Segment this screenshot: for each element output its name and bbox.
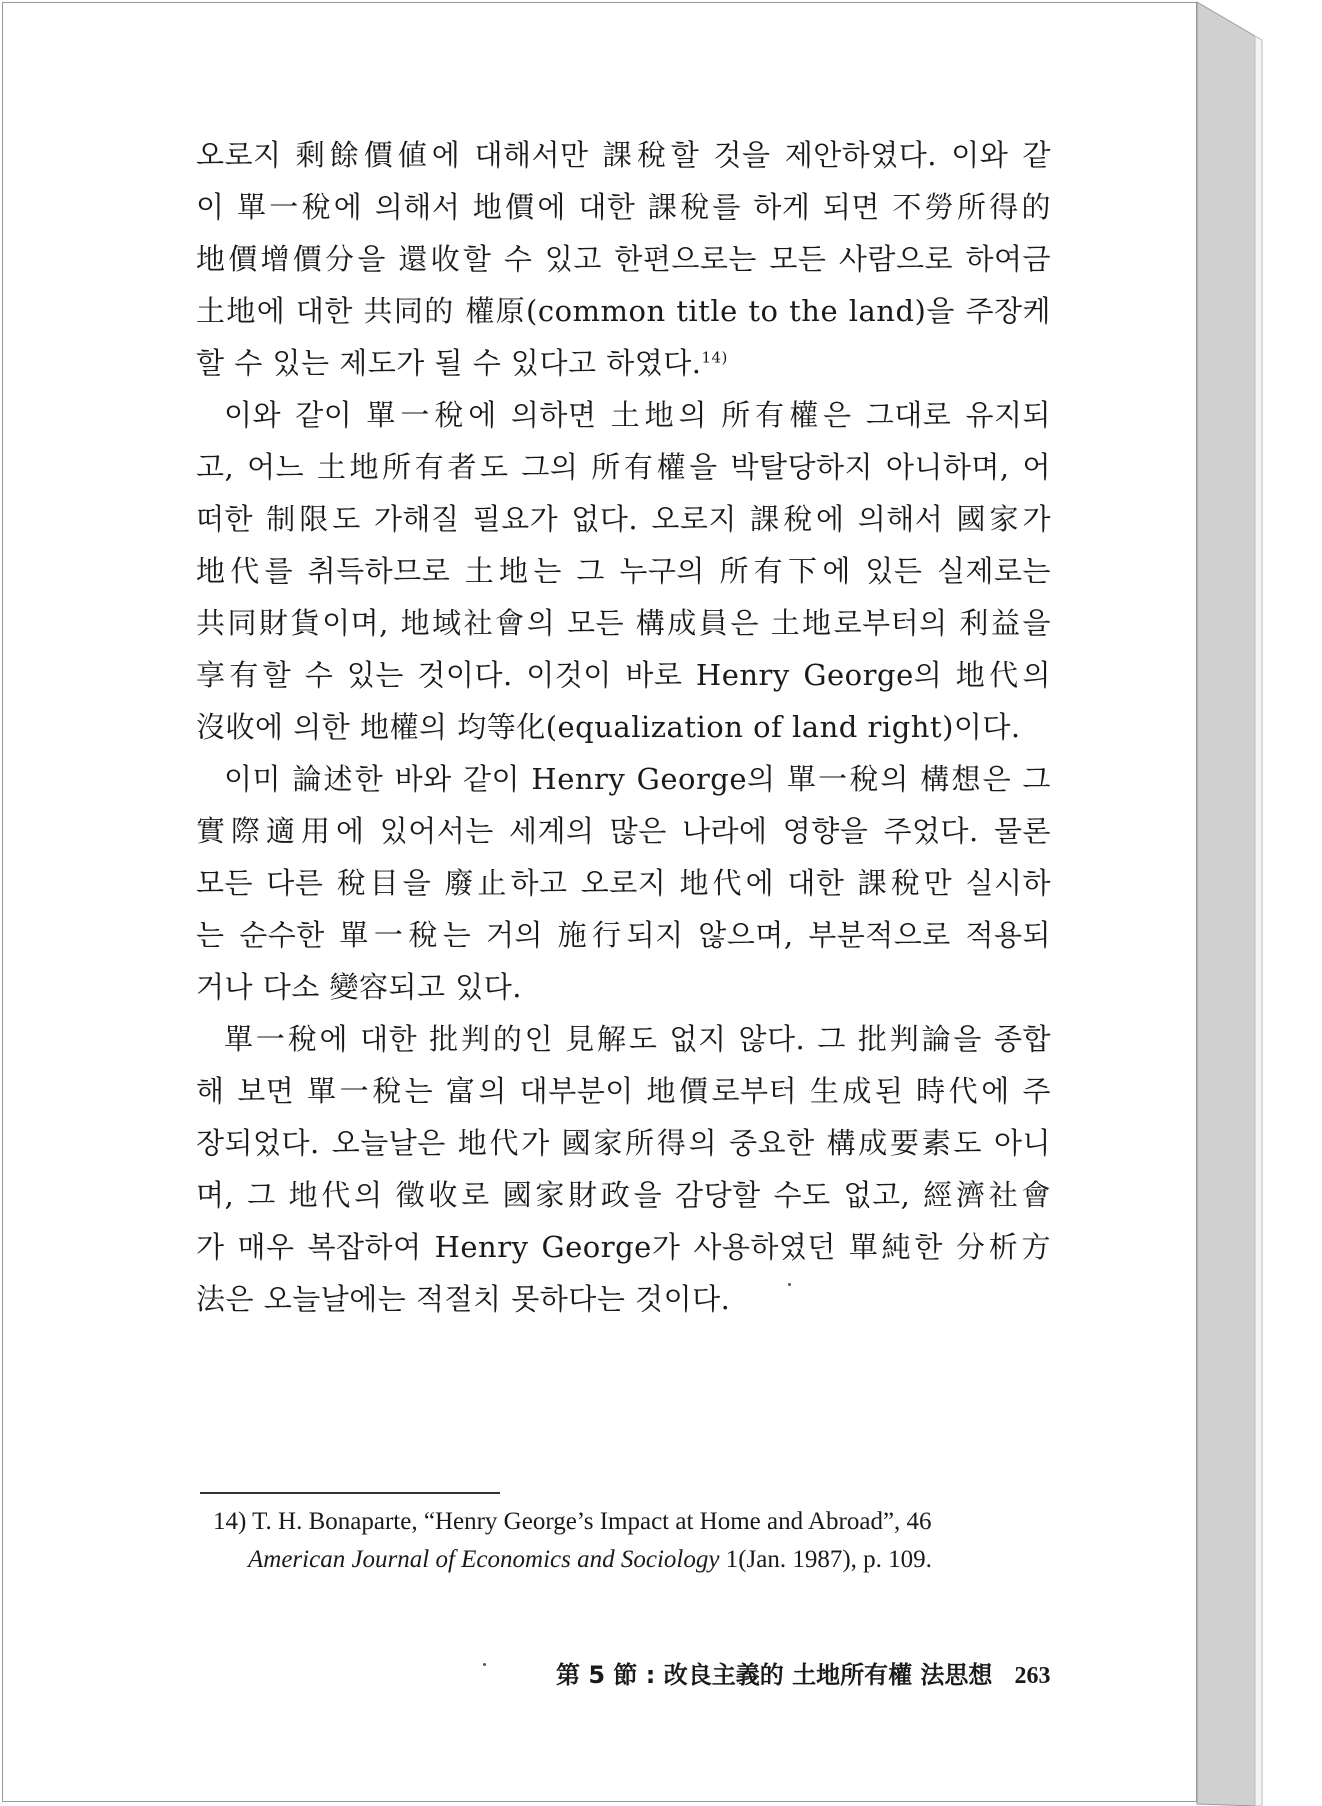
text-line: 는 순수한 單一稅는 거의 施行되지 않으며, 부분적으로 적용되 <box>196 918 1051 952</box>
footnote-line <box>213 1541 1063 1579</box>
text-line: 沒收에 의한 地權의 均等化(equalization of land right)이다. <box>196 710 1021 744</box>
text-line <box>196 337 1051 389</box>
footnote-citation: T. H. Bonaparte, “Henry George’s Impact at Home and Abroad”, 46 <box>252 1508 932 1535</box>
footnote <box>213 1503 1063 1579</box>
text-line-content: 할 수 있는 제도가 될 수 있다고 하였다. <box>196 346 702 380</box>
text-line: 이와 같이 單一稅에 의하면 土地의 所有權은 그대로 유지되 <box>224 398 1051 432</box>
text-line: 享有할 수 있는 것이다. 이것이 바로 Henry George의 地代의 <box>196 658 1051 692</box>
text-line: 고, 어느 土地所有者도 그의 所有權을 박탈당하지 아니하며, 어 <box>196 450 1051 484</box>
text-line: 며, 그 地代의 徵收로 國家財政을 감당할 수도 없고, 經濟社會 <box>196 1178 1051 1212</box>
text-line: 地價增價分을 還收할 수 있고 한편으로는 모든 사람으로 하여금 <box>196 242 1051 276</box>
footnote-ref: 14) <box>701 348 728 367</box>
book-page <box>2 2 1197 1802</box>
footnote-citation-rest: 1(Jan. 1987), p. 109. <box>719 1546 932 1573</box>
text-line: 장되었다. 오늘날은 地代가 國家所得의 중요한 構成要素도 아니 <box>196 1126 1051 1160</box>
text-line: 떠한 制限도 가해질 필요가 없다. 오로지 課稅에 의해서 國家가 <box>196 502 1051 536</box>
paragraph-1 <box>196 129 1051 389</box>
text-line: 거나 다소 變容되고 있다. <box>196 970 522 1004</box>
paragraph-4 <box>196 1013 1051 1325</box>
text-line: 모든 다른 稅目을 廢止하고 오로지 地代에 대한 課稅만 실시하 <box>196 866 1051 900</box>
print-speck <box>788 1283 791 1286</box>
text-line: 해 보면 單一稅는 富의 대부분이 地價로부터 生成된 時代에 주 <box>196 1074 1051 1108</box>
footnote-journal: American Journal of Economics and Sociology <box>248 1546 720 1573</box>
print-speck <box>483 1663 486 1666</box>
footnote-divider <box>200 1492 500 1494</box>
text-line: 地代를 취득하므로 土地는 그 누구의 所有下에 있든 실제로는 <box>196 554 1051 588</box>
text-line: 이미 論述한 바와 같이 Henry George의 單一稅의 構想은 그 <box>224 762 1051 796</box>
text-line: 土地에 대한 共同的 權原(common title to the land)을 주장케 <box>196 294 1051 328</box>
text-line: 오로지 剩餘價値에 대해서만 課稅할 것을 제안하였다. 이와 같 <box>196 138 1051 172</box>
text-line: 共同財貨이며, 地域社會의 모든 構成員은 土地로부터의 利益을 <box>196 606 1051 640</box>
page-number: 263 <box>1014 1663 1051 1689</box>
text-line: 單一稅에 대한 批判的인 見解도 없지 않다. 그 批判論을 종합 <box>224 1022 1051 1056</box>
paragraph-3 <box>196 753 1051 1013</box>
text-line: 法은 오늘날에는 적절치 못하다는 것이다. <box>196 1282 731 1316</box>
paragraph-2 <box>196 389 1051 753</box>
text-line: 가 매우 복잡하여 Henry George가 사용하였던 單純한 分析方 <box>196 1230 1051 1264</box>
text-line: 이 單一稅에 의해서 地價에 대한 課稅를 하게 되면 不勞所得的 <box>196 190 1051 224</box>
footnote-line <box>213 1503 1063 1541</box>
section-title: 第 5 節 : 改良主義的 土地所有權 法思想 <box>556 1661 993 1689</box>
text-line: 實際適用에 있어서는 세계의 많은 나라에 영향을 주었다. 물론 <box>196 814 1051 848</box>
running-footer <box>556 1657 1050 1693</box>
footnote-number: 14) <box>213 1508 247 1535</box>
body-text <box>196 129 1051 1325</box>
